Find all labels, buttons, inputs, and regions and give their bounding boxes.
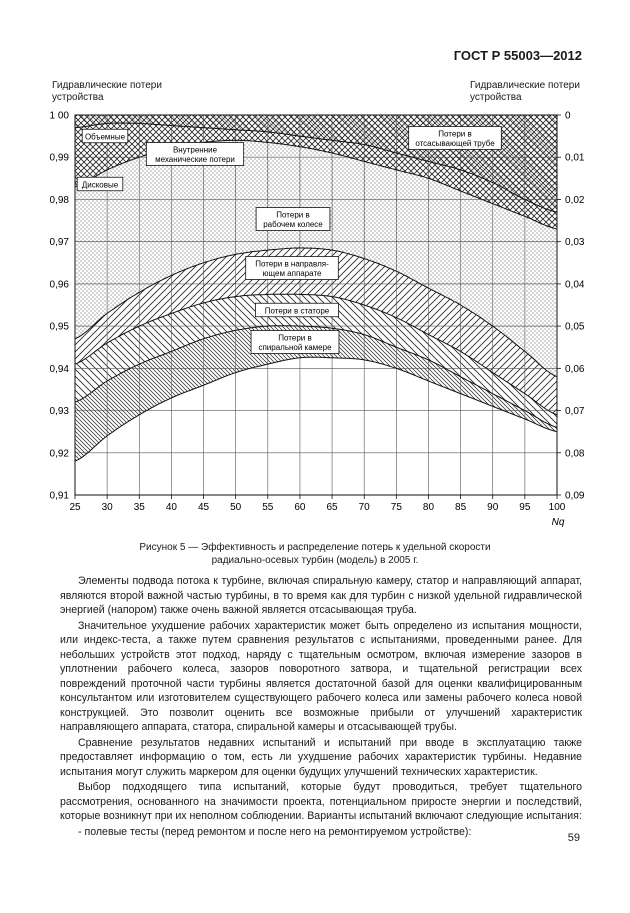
y-right-tick-label: 0 bbox=[565, 110, 571, 122]
y-left-tick-label: 0,94 bbox=[49, 363, 69, 375]
figure-caption-line2: радиально-осевых турбин (модель) в 2005 г. bbox=[211, 555, 419, 566]
draft-tube-label bbox=[409, 127, 502, 150]
left-axis-caption-line2: устройства bbox=[52, 92, 104, 103]
draft-tube-label-text: Потери в bbox=[438, 129, 472, 139]
y-right-tick-label: 0,09 bbox=[565, 490, 585, 502]
stator-label-text: Потери в статоре bbox=[264, 306, 330, 316]
y-left-tick-label: 0,99 bbox=[49, 152, 69, 164]
y-left-tick-label: 0,96 bbox=[49, 279, 69, 291]
x-tick-label: 100 bbox=[548, 502, 566, 513]
mechanical-label-text: Внутренние bbox=[172, 145, 218, 155]
x-tick-label: 50 bbox=[230, 502, 242, 513]
runner-label-text: Потери в bbox=[276, 210, 310, 220]
x-tick-label: 55 bbox=[262, 502, 274, 513]
y-right-tick-label: 0,02 bbox=[565, 194, 585, 206]
x-tick-label: 70 bbox=[358, 502, 370, 513]
right-axis-caption-line2: устройства bbox=[470, 92, 522, 103]
y-left-tick-label: 0,95 bbox=[49, 321, 69, 333]
y-left-tick-label: 0,93 bbox=[49, 406, 69, 418]
x-tick-label: 25 bbox=[69, 502, 81, 513]
spiral-case-label-text: спиральной камере bbox=[258, 343, 332, 352]
page-number: 59 bbox=[567, 832, 580, 844]
stator-label bbox=[255, 303, 338, 317]
y-left-tick-label: 0,97 bbox=[49, 237, 69, 249]
figure-caption bbox=[60, 541, 570, 567]
y-right-tick-label: 0,08 bbox=[565, 448, 585, 460]
y-right-tick-label: 0,01 bbox=[565, 152, 585, 164]
y-right-tick-label: 0,04 bbox=[565, 279, 585, 291]
paragraph: Сравнение результатов недавних испытаний и испытаний при вводе в эксплуатацию также предоставляет информацию о том, есть ли ухудшение рабочих характеристик турбины. Недавние испытания могут служить маркером для оценки будущих улучшений технических характеристик. bbox=[60, 736, 582, 778]
figure-caption-line1: Рисунок 5 — Эффективность и распределение потерь к удельной скорости bbox=[139, 542, 491, 553]
x-tick-label: 65 bbox=[326, 502, 338, 513]
x-tick-label: 35 bbox=[133, 502, 145, 513]
runner-label-text: рабочем колесе bbox=[263, 220, 323, 229]
mechanical-label-text: механические потери bbox=[155, 155, 235, 164]
standard-code: ГОСТ Р 55003—2012 bbox=[453, 48, 582, 63]
y-left-tick-label: 0,91 bbox=[49, 490, 69, 502]
y-right-tick-label: 0,05 bbox=[565, 321, 585, 333]
y-left-tick-label: 0,98 bbox=[49, 194, 69, 206]
x-tick-label: 95 bbox=[519, 502, 531, 513]
spiral-case-label bbox=[251, 331, 339, 354]
disc-label-text: Дисковые bbox=[81, 180, 119, 190]
draft-tube-label-text: отсасывающей трубе bbox=[415, 139, 495, 148]
y-left-tick-label: 0,92 bbox=[49, 448, 69, 460]
runner-label bbox=[256, 208, 330, 231]
x-tick-label: 30 bbox=[101, 502, 113, 513]
left-axis-caption-line1: Гидравлические потери bbox=[52, 80, 162, 91]
guide-vane-label-text: ющем аппарате bbox=[262, 269, 322, 278]
x-tick-label: 85 bbox=[455, 502, 467, 513]
y-right-tick-label: 0,06 bbox=[565, 363, 585, 375]
y-right-tick-label: 0,07 bbox=[565, 406, 585, 418]
body-text bbox=[60, 574, 582, 840]
disc-label bbox=[77, 177, 123, 191]
guide-vane-label-text: Потери в направля- bbox=[255, 259, 329, 269]
y-left-tick-label: 1 00 bbox=[49, 110, 69, 122]
x-tick-label: 90 bbox=[487, 502, 499, 513]
x-tick-label: 40 bbox=[165, 502, 177, 513]
paragraph: Выбор подходящего типа испытаний, которые будут проводиться, требует тщательного рассмотрения, основанного на значимости проекта, потенциальном приросте энергии и последствий, которые возникнут при их неполном соблюдении. Варианты испытаний включают следующие испытания: bbox=[60, 781, 582, 822]
mechanical-label bbox=[146, 143, 243, 166]
volumetric-label-text: Объемные bbox=[84, 132, 126, 142]
paragraph: Элементы подвода потока к турбине, включая спиральную камеру, статор и направляющий аппарат, являются второй важной частью турбины, в то время как для турбин с низкой удельной гидравлической энергией (напором) также очень важной является отсасывающая труба. bbox=[60, 575, 582, 616]
x-tick-label: 80 bbox=[422, 502, 435, 513]
x-axis-label: Nq bbox=[551, 517, 565, 528]
paragraph: Значительное ухудшение рабочих характеристик может быть определено из испытания мощности, или индекс-теста, а также путем сравнения результатов с испытаниями, проведенными ранее. Для небольших устройств этот подход, наряду с тщательным осмотром, включая измерение зазоров в уплотнении рабочего колеса, зазоров поворотного затвора, и тщательной регистрации всех повреждений проточной части турбины является достаточной базой для оценки квалифицированным консультантом или изготовителем существующего рабочего колеса или замены рабочего колеса новой конструкцией. Это позволит оценить все возможные прибыли от улучшений характеристик направляющего аппарата, статора, спиральной камеры и отсасывающей трубы. bbox=[60, 619, 582, 733]
volumetric-label bbox=[82, 129, 128, 143]
x-tick-label: 75 bbox=[390, 502, 402, 513]
x-tick-label: 45 bbox=[197, 502, 210, 513]
spiral-case-label-text: Потери в bbox=[278, 333, 312, 343]
paragraph: - полевые тесты (перед ремонтом и после него на ремонтируемом устройстве): bbox=[78, 825, 472, 838]
x-tick-label: 60 bbox=[294, 502, 306, 513]
y-right-tick-label: 0,03 bbox=[565, 237, 585, 249]
right-axis-caption-line1: Гидравлические потери bbox=[470, 80, 580, 91]
guide-vane-label bbox=[246, 257, 339, 280]
